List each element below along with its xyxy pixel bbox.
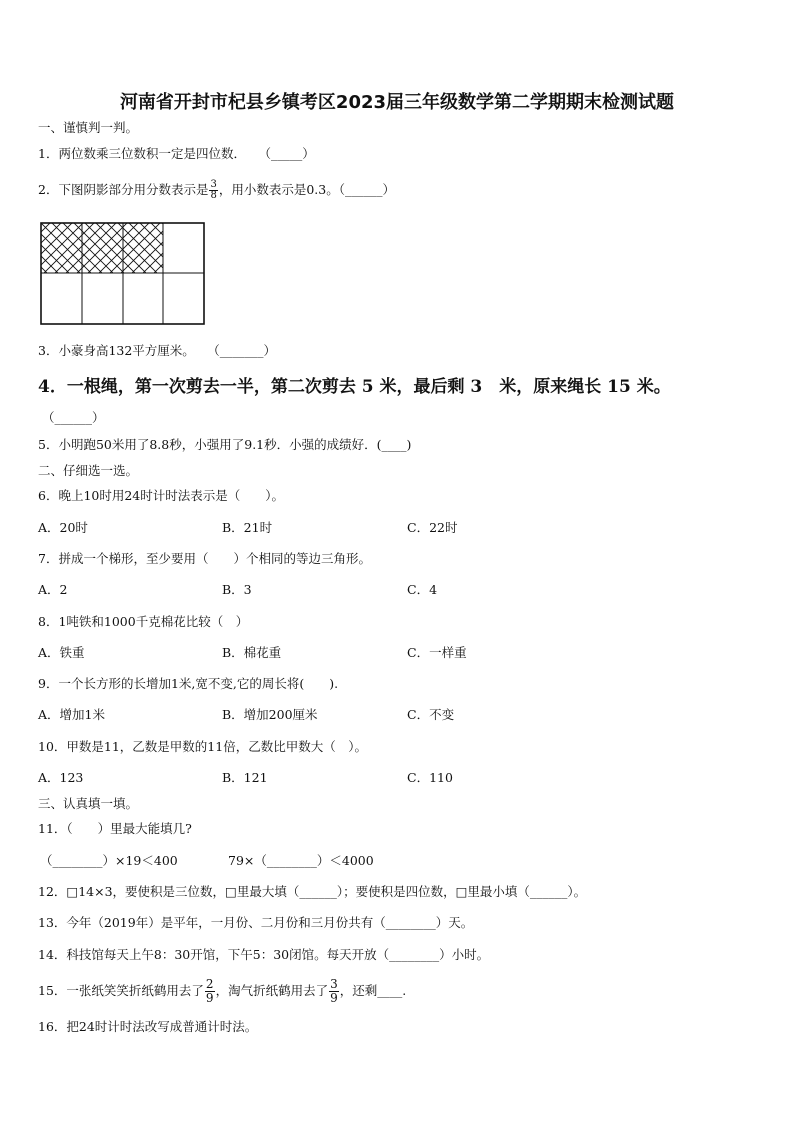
question-2 — [38, 180, 395, 201]
grid-cell — [41, 273, 82, 324]
option-c: C．22时 — [407, 520, 458, 535]
question-13: 13．今年（2019年）是平年，一月份、二月份和三月份共有（________）天。 — [38, 915, 474, 930]
question-7: 7．拼成一个梯形，至少要用（ ）个相同的等边三角形。 — [38, 551, 371, 566]
shaded-cell — [82, 223, 123, 273]
question-15-text-end: ，还剩____. — [339, 983, 407, 998]
question-11: 11．（ ）里最大能填几? — [38, 821, 192, 836]
section-heading-choose: 二、仔细选一选。 — [38, 463, 139, 478]
option-c: C．110 — [407, 770, 453, 785]
fraction-numerator: 2 — [205, 977, 214, 991]
question-11-part-b: 79×（________）＜4000 — [228, 853, 374, 868]
section-heading-fill: 三、认真填一填。 — [38, 796, 139, 811]
question-8: 8．1吨铁和1000千克棉花比较（ ） — [38, 614, 249, 629]
fraction-2-9 — [205, 978, 215, 1005]
question-15 — [38, 976, 406, 1006]
option-b: B．3 — [222, 582, 252, 597]
fraction-denominator: 8 — [210, 190, 217, 201]
question-10: 10．甲数是11，乙数是甲数的11倍，乙数比甲数大（ ）。 — [38, 739, 367, 754]
grid-cell — [82, 273, 123, 324]
option-c: C．不变 — [407, 707, 455, 722]
question-11-part-a: （________）×19＜400 — [40, 853, 178, 868]
option-a: A．20时 — [38, 520, 88, 535]
question-5: 5．小明跑50米用了8.8秒，小强用了9.1秒．小强的成绩好．(____) — [38, 437, 412, 452]
question-1: 1．两位数乘三位数积一定是四位数． （_____） — [38, 146, 315, 161]
shaded-cell — [41, 223, 82, 273]
question-15-text-start: 15．一张纸笑笑折纸鹤用去了 — [38, 983, 204, 998]
fraction-numerator: 3 — [210, 179, 217, 190]
section-heading-judge: 一、谨慎判一判。 — [38, 120, 139, 135]
fraction-numerator: 3 — [330, 977, 338, 991]
grid-cell — [163, 223, 204, 273]
grid-cell — [123, 273, 163, 324]
fraction-denominator: 9 — [205, 991, 214, 1005]
option-a: A．增加1米 — [38, 707, 105, 722]
question-12: 12．□14×3，要使积是三位数，□里最大填（______）；要使积是四位数，□里最小填（______）。 — [38, 884, 587, 899]
question-4: 4．一根绳，第一次剪去一半，第二次剪去 5 米，最后剩 3 米，原来绳长 15 米。 — [38, 377, 671, 397]
question-3: 3．小豪身高132平方厘米。 （_______） — [38, 343, 277, 358]
option-a: A．2 — [38, 582, 68, 597]
option-c: C．4 — [407, 582, 438, 597]
question-6: 6．晚上10时用24时计时法表示是（ ）。 — [38, 488, 285, 503]
question-15-text-middle: ，淘气折纸鹤用去了 — [215, 983, 329, 998]
option-b: B．棉花重 — [222, 645, 282, 660]
option-b: B．21时 — [222, 520, 273, 535]
fraction-3-8 — [209, 180, 217, 201]
option-b: B．增加200厘米 — [222, 707, 318, 722]
shaded-grid-figure — [40, 222, 206, 326]
option-c: C．一样重 — [407, 645, 467, 660]
shaded-cell — [123, 223, 163, 273]
option-a: A．123 — [38, 770, 84, 785]
fraction-3-9 — [329, 978, 339, 1005]
option-b: B．121 — [222, 770, 268, 785]
question-2-text-start: 2．下图阴影部分用分数表示是 — [38, 182, 209, 197]
grid-cell — [163, 273, 204, 324]
fraction-denominator: 9 — [330, 991, 338, 1005]
page-title: 河南省开封市杞县乡镇考区2023届三年级数学第二学期期末检测试题 — [119, 92, 675, 113]
question-16: 16．把24时计时法改写成普通计时法。 — [38, 1019, 258, 1034]
question-14: 14．科技馆每天上午8：30开馆，下午5：30闭馆。每天开放（________）小时。 — [38, 947, 490, 962]
option-a: A．铁重 — [38, 645, 85, 660]
question-9: 9．一个长方形的长增加1米,宽不变,它的周长将( ). — [38, 676, 339, 691]
question-4-answer-blank: （______） — [42, 410, 105, 425]
question-2-text-end: ，用小数表示是0.3。（______） — [218, 182, 395, 197]
